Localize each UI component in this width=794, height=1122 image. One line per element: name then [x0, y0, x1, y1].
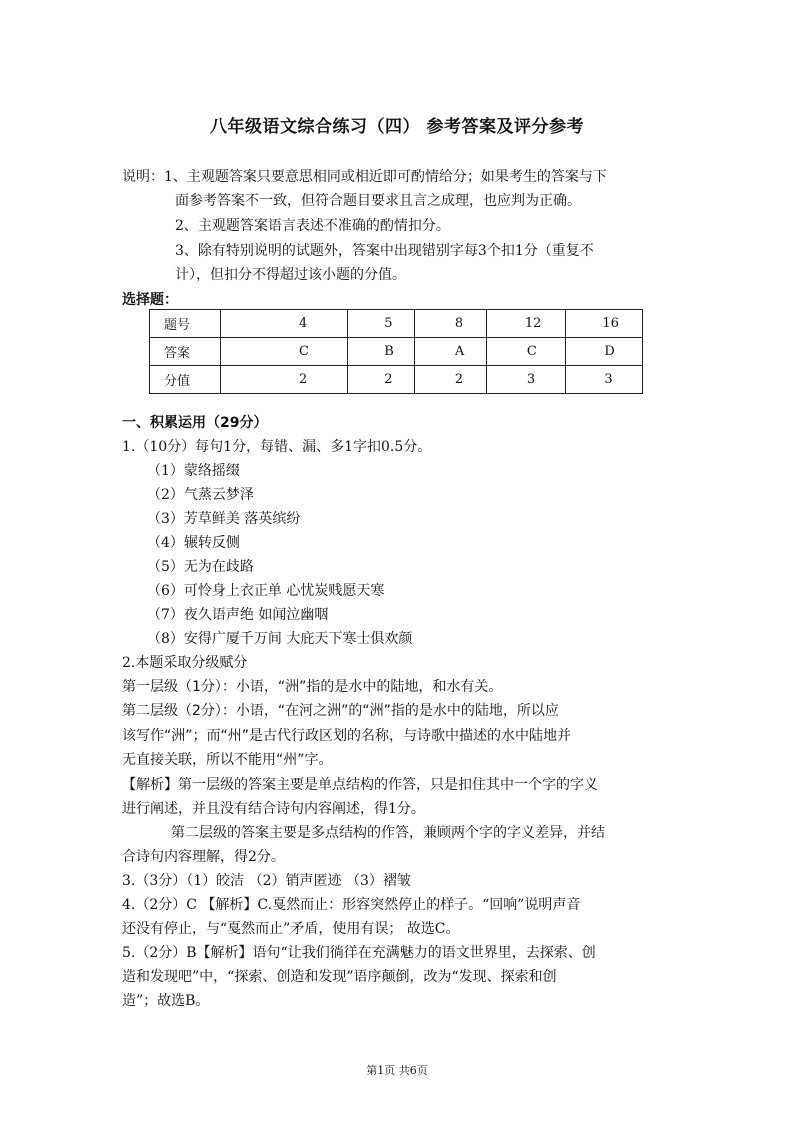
q2-line: 进行阐述，并且没有结合诗句内容阐述，得1分。	[122, 801, 425, 817]
table-row	[150, 338, 643, 366]
note-line-3: 2、主观题答案语言表述不准确的酌情扣分。	[175, 218, 450, 234]
q2-line: 第二层级的答案主要是多点结构的作答，兼顾两个字的字义差异，并结	[171, 825, 605, 841]
q1-item: （6）可怜身上衣正单 心忧炭贱愿天寒	[147, 583, 385, 599]
table-cell: C	[486, 338, 565, 366]
table-cell: 5	[348, 310, 415, 338]
table-row	[150, 366, 643, 394]
q1-item: （4）辗转反侧	[147, 535, 240, 551]
table-cell: 16	[566, 310, 643, 338]
q2-line: 该写作“洲”；而“州”是古代行政区划的名称，与诗歌中描述的水中陆地并	[122, 728, 572, 744]
q2-line: 第二层级（2分）：小语，“在河之洲”的“洲”指的是水中的陆地，所以应	[122, 703, 559, 719]
page-title: 八年级语文综合练习（四） 参考答案及评分参考	[210, 117, 584, 137]
q1-item: （5）无为在歧路	[147, 559, 254, 575]
section-heading: 一、积累运用（29分）	[122, 415, 268, 431]
table-cell: 2	[348, 366, 415, 394]
q2-line: 第一层级（1分）：小语，“洲”指的是水中的陆地，和水有关。	[122, 679, 503, 695]
table-cell: 题号	[150, 310, 221, 338]
table-cell: 8	[414, 310, 486, 338]
q4-line: 4.（2分）C 【解析】C.戛然而止：形容突然停止的样子。“回响”说明声音	[122, 897, 581, 913]
table-cell: 2	[414, 366, 486, 394]
note-line-1: 说明：1、主观题答案只要意思相同或相近即可酌情给分；如果考生的答案与下	[122, 169, 607, 185]
q2-line: 无直接关联，所以不能用“州”字。	[122, 752, 333, 768]
q1-item: （7）夜久语声绝 如闻泣幽咽	[147, 607, 329, 623]
table-cell: A	[414, 338, 486, 366]
table-cell: 3	[486, 366, 565, 394]
table-cell: C	[221, 338, 348, 366]
q1-heading: 1.（10分）每句1分，每错、漏、多1字扣0.5分。	[122, 439, 432, 455]
table-cell: 12	[486, 310, 565, 338]
q2-line: 【解析】第一层级的答案主要是单点结构的作答，只是扣住其中一个字的字义	[122, 777, 598, 793]
note-line-4: 3、除有特别说明的试题外，答案中出现错别字每3个扣1分（重复不	[175, 243, 594, 259]
q1-item: （8）安得广厦千万间 大庇天下寒士俱欢颜	[147, 631, 413, 647]
table-cell: B	[348, 338, 415, 366]
page-footer: 第1页 共6页	[366, 1064, 428, 1077]
table-cell: D	[566, 338, 643, 366]
table-row	[150, 310, 643, 338]
q3-line: 3.（3分）（1）皎洁 （2）销声匿迹 （3）褶皱	[122, 873, 411, 889]
q4-line: 还没有停止，与“戛然而止”矛盾，使用有误； 故选C。	[122, 921, 460, 937]
q1-item: （2）气蒸云梦泽	[147, 487, 254, 503]
answer-table	[149, 309, 643, 394]
table-cell: 4	[221, 310, 348, 338]
note-line-5: 计），但扣分不得超过该小题的分值。	[175, 267, 406, 283]
choice-heading: 选择题：	[122, 292, 178, 308]
table-cell: 分值	[150, 366, 221, 394]
table-cell: 答案	[150, 338, 221, 366]
table-cell: 2	[221, 366, 348, 394]
note-line-2: 面参考答案不一致，但符合题目要求且言之成理，也应判为正确。	[175, 193, 581, 209]
q2-heading: 2.本题采取分级赋分	[122, 655, 248, 671]
q2-line: 合诗句内容理解，得2分。	[122, 849, 285, 865]
q5-line: 造和发现吧”中，“探索、创造和发现”语序颠倒，改为“发现、探索和创	[122, 969, 557, 985]
q1-item: （1）蒙络摇缀	[147, 463, 240, 479]
q1-item: （3）芳草鲜美 落英缤纷	[147, 511, 301, 527]
q5-line: 造”；故选B。	[122, 993, 210, 1009]
q5-line: 5.（2分）B【解析】语句“让我们徜徉在充满魅力的语文世界里，去探索、创	[122, 945, 596, 961]
table-cell: 3	[566, 366, 643, 394]
